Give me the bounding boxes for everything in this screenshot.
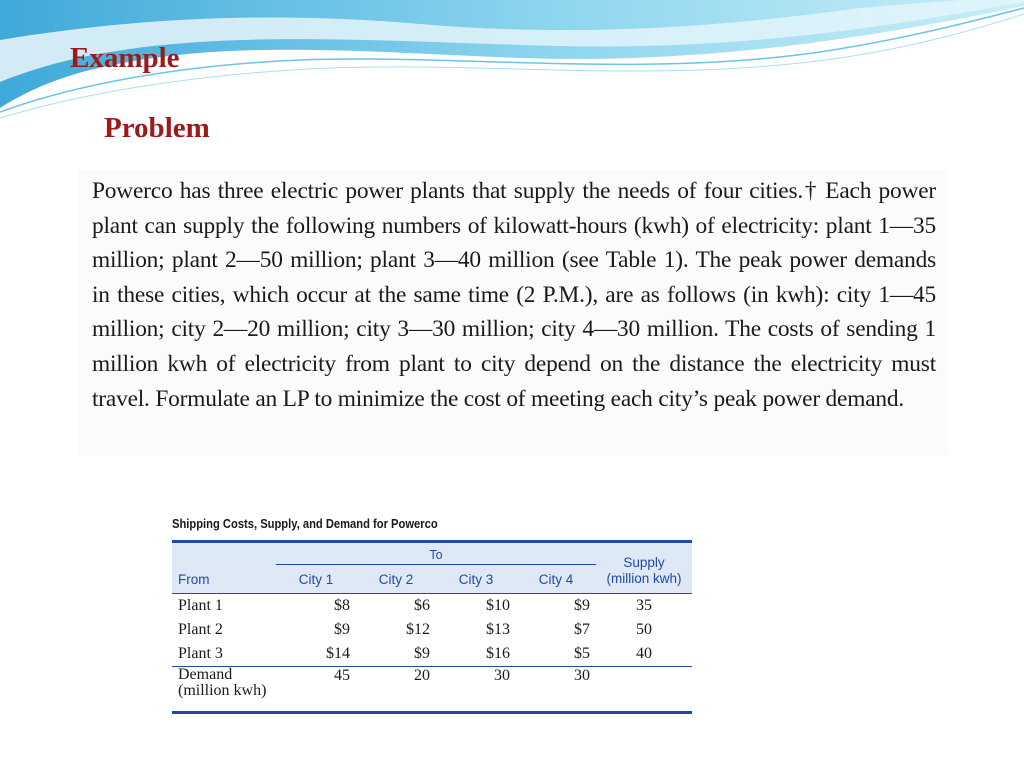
slide-title: Example: [70, 42, 180, 74]
demand-unit-label: (million kwh): [178, 682, 267, 699]
cost-cell: $10: [486, 597, 510, 614]
cost-cell: $6: [414, 597, 430, 614]
cost-cell: $9: [334, 621, 350, 638]
demand-cell: 20: [356, 667, 436, 700]
column-header-city-3: City 3: [436, 565, 516, 594]
supply-label: Supply: [623, 555, 665, 570]
table-spacer-row: [172, 699, 692, 713]
cost-cell: $13: [486, 621, 510, 638]
cost-cell: $12: [406, 621, 430, 638]
cost-cell: $14: [326, 645, 350, 662]
supply-header: [596, 542, 692, 594]
powerco-table-figure: [172, 514, 698, 734]
demand-cell: 45: [276, 667, 356, 700]
problem-statement: Powerco has three electric power plants that supply the needs of four cities.† Each power plant can supply the following numbers of kilowatt-hours (kwh) of electricity: plant 1—35 million; plant 2—50 million; plant 3—40 million (see Table 1). The peak power demands in these cities, which occur at the same time (2 P.M.), are as follows (in kwh): city 1—45 million; city 2—20 million; city 3—30 million; city 4—30 million. The costs of sending 1 million kwh of electricity from plant to city depend on the distance the electricity must travel. Formulate an LP to minimize the cost of meeting each city’s peak power demand.: [92, 178, 936, 412]
spacer: [172, 699, 692, 713]
cost-cell: $5: [574, 645, 591, 662]
shipping-costs-table: [172, 540, 692, 738]
row-label-demand: [172, 667, 276, 700]
row-label-plant-2: Plant 2: [178, 621, 223, 638]
cost-cell: $8: [334, 597, 350, 614]
demand-cell: 30: [516, 667, 596, 700]
table-row-plant-2: [172, 618, 692, 642]
demand-label: Demand: [178, 666, 233, 683]
problem-text-box: [78, 170, 948, 455]
header-to-cell: [276, 542, 596, 566]
table-row-plant-1: [172, 594, 692, 618]
cost-cell: $16: [486, 645, 510, 662]
cost-cell: $9: [574, 597, 591, 614]
table-header-to-row: [172, 542, 692, 566]
demand-cell: 30: [436, 667, 516, 700]
slide-subtitle: Problem: [104, 112, 210, 144]
from-label: From: [172, 565, 276, 594]
column-header-city-1: City 1: [276, 565, 356, 594]
demand-supply-empty: [596, 667, 692, 700]
table-caption: Shipping Costs, Supply, and Demand for Powerco: [172, 516, 438, 531]
cost-cell: $9: [414, 645, 430, 662]
supply-cell: 35: [636, 597, 653, 614]
header-spacer: [172, 542, 276, 566]
supply-cell: 50: [636, 621, 653, 638]
supply-unit-label: (million kwh): [606, 571, 682, 586]
row-label-plant-1: Plant 1: [178, 597, 223, 614]
bottom-rule: [172, 713, 692, 739]
table-row-plant-3: [172, 642, 692, 667]
row-label-plant-3: Plant 3: [178, 645, 223, 662]
to-label: To: [276, 548, 596, 565]
supply-cell: 40: [636, 645, 653, 662]
column-header-city-2: City 2: [356, 565, 436, 594]
cost-cell: $7: [574, 621, 591, 638]
table-bottom-rule: [172, 713, 692, 739]
column-header-city-4: City 4: [516, 565, 596, 594]
table-row-demand: [172, 667, 692, 700]
